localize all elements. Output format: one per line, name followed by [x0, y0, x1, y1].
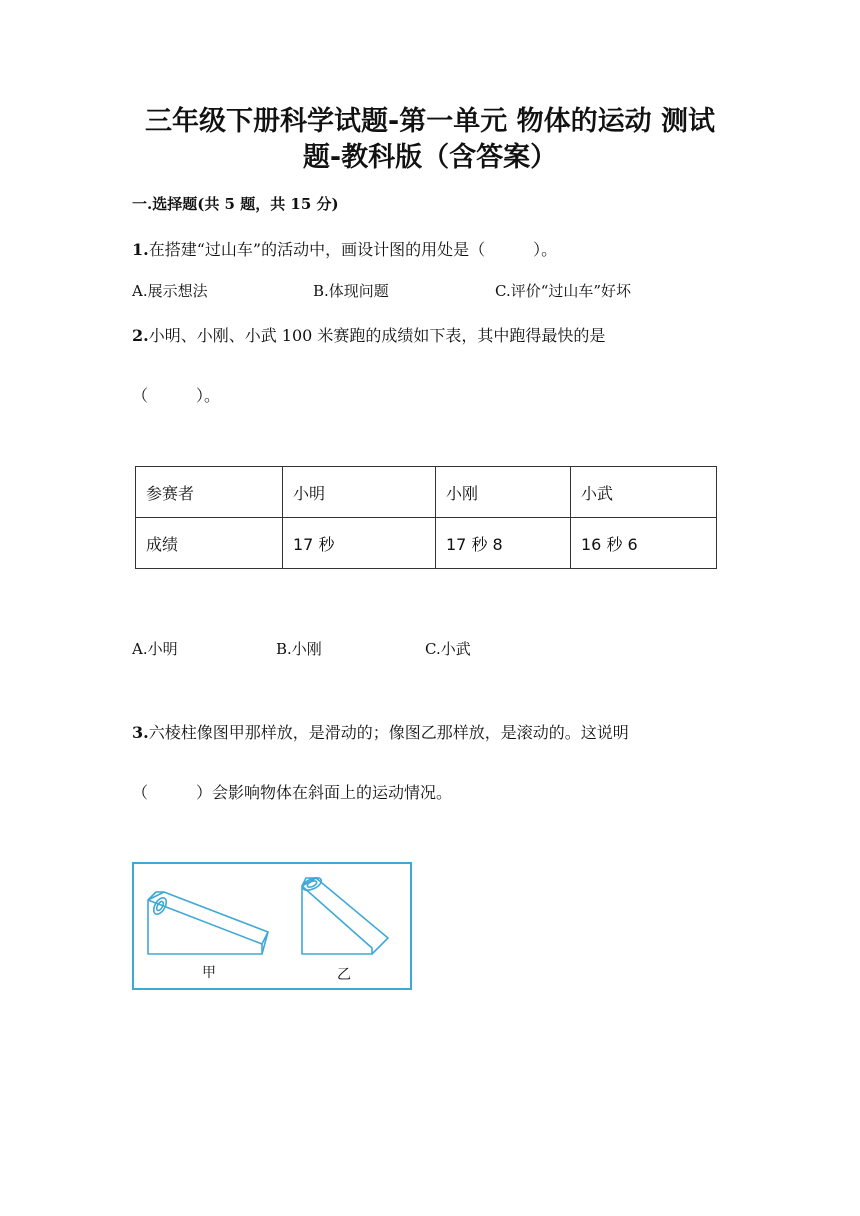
table-cell: 小刚	[436, 467, 571, 518]
question-2-text-line-1: 小明、小刚、小武 100 米赛跑的成绩如下表，其中跑得最快的是	[148, 326, 606, 345]
q1-option-b: B.体现问题	[313, 282, 389, 300]
question-1	[132, 237, 557, 260]
slope-jia-icon	[148, 892, 268, 954]
figure-label-yi: 乙	[337, 967, 351, 983]
table-cell: 参赛者	[136, 467, 283, 518]
question-3-text-line-2: （ ）会影响物体在斜面上的运动情况。	[132, 783, 453, 802]
table-cell: 17 秒 8	[436, 518, 571, 569]
q2-option-b: B.小刚	[276, 640, 322, 658]
table-cell: 小武	[571, 467, 717, 518]
question-2	[132, 323, 605, 346]
title-line-1: 三年级下册科学试题-第一单元 物体的运动 测试	[144, 106, 715, 137]
section-heading: 一.选择题(共 5 题，共 15 分)	[132, 195, 339, 213]
table-cell: 小明	[283, 467, 436, 518]
question-2-number: 2.	[132, 326, 149, 345]
question-3	[132, 720, 629, 743]
table-cell: 16 秒 6	[571, 518, 717, 569]
table-row	[136, 518, 717, 569]
table-header-row	[136, 467, 717, 518]
q2-option-c: C.小武	[425, 640, 471, 658]
score-table	[135, 466, 717, 569]
figure-label-jia: 甲	[202, 965, 216, 981]
table-cell: 17 秒	[283, 518, 436, 569]
question-3-text-line-1: 六棱柱像图甲那样放，是滑动的；像图乙那样放，是滚动的。这说明	[148, 723, 629, 742]
q2-option-a: A.小明	[132, 640, 178, 658]
title-line-2: 题-教科版（含答案）	[302, 142, 558, 173]
q1-option-a: A.展示想法	[132, 282, 208, 300]
q1-option-c: C.评价“过山车”好坏	[495, 282, 632, 300]
table-cell: 成绩	[136, 518, 283, 569]
question-1-text: 在搭建“过山车”的活动中，画设计图的用处是（ ）。	[148, 240, 558, 259]
slope-illustration	[134, 864, 410, 988]
slope-yi-icon	[301, 875, 388, 954]
question-3-number: 3.	[132, 723, 149, 742]
page-title	[100, 104, 760, 176]
question-1-number: 1.	[132, 240, 149, 259]
slope-figure	[132, 862, 412, 990]
question-2-text-line-2: （ ）。	[132, 386, 221, 405]
